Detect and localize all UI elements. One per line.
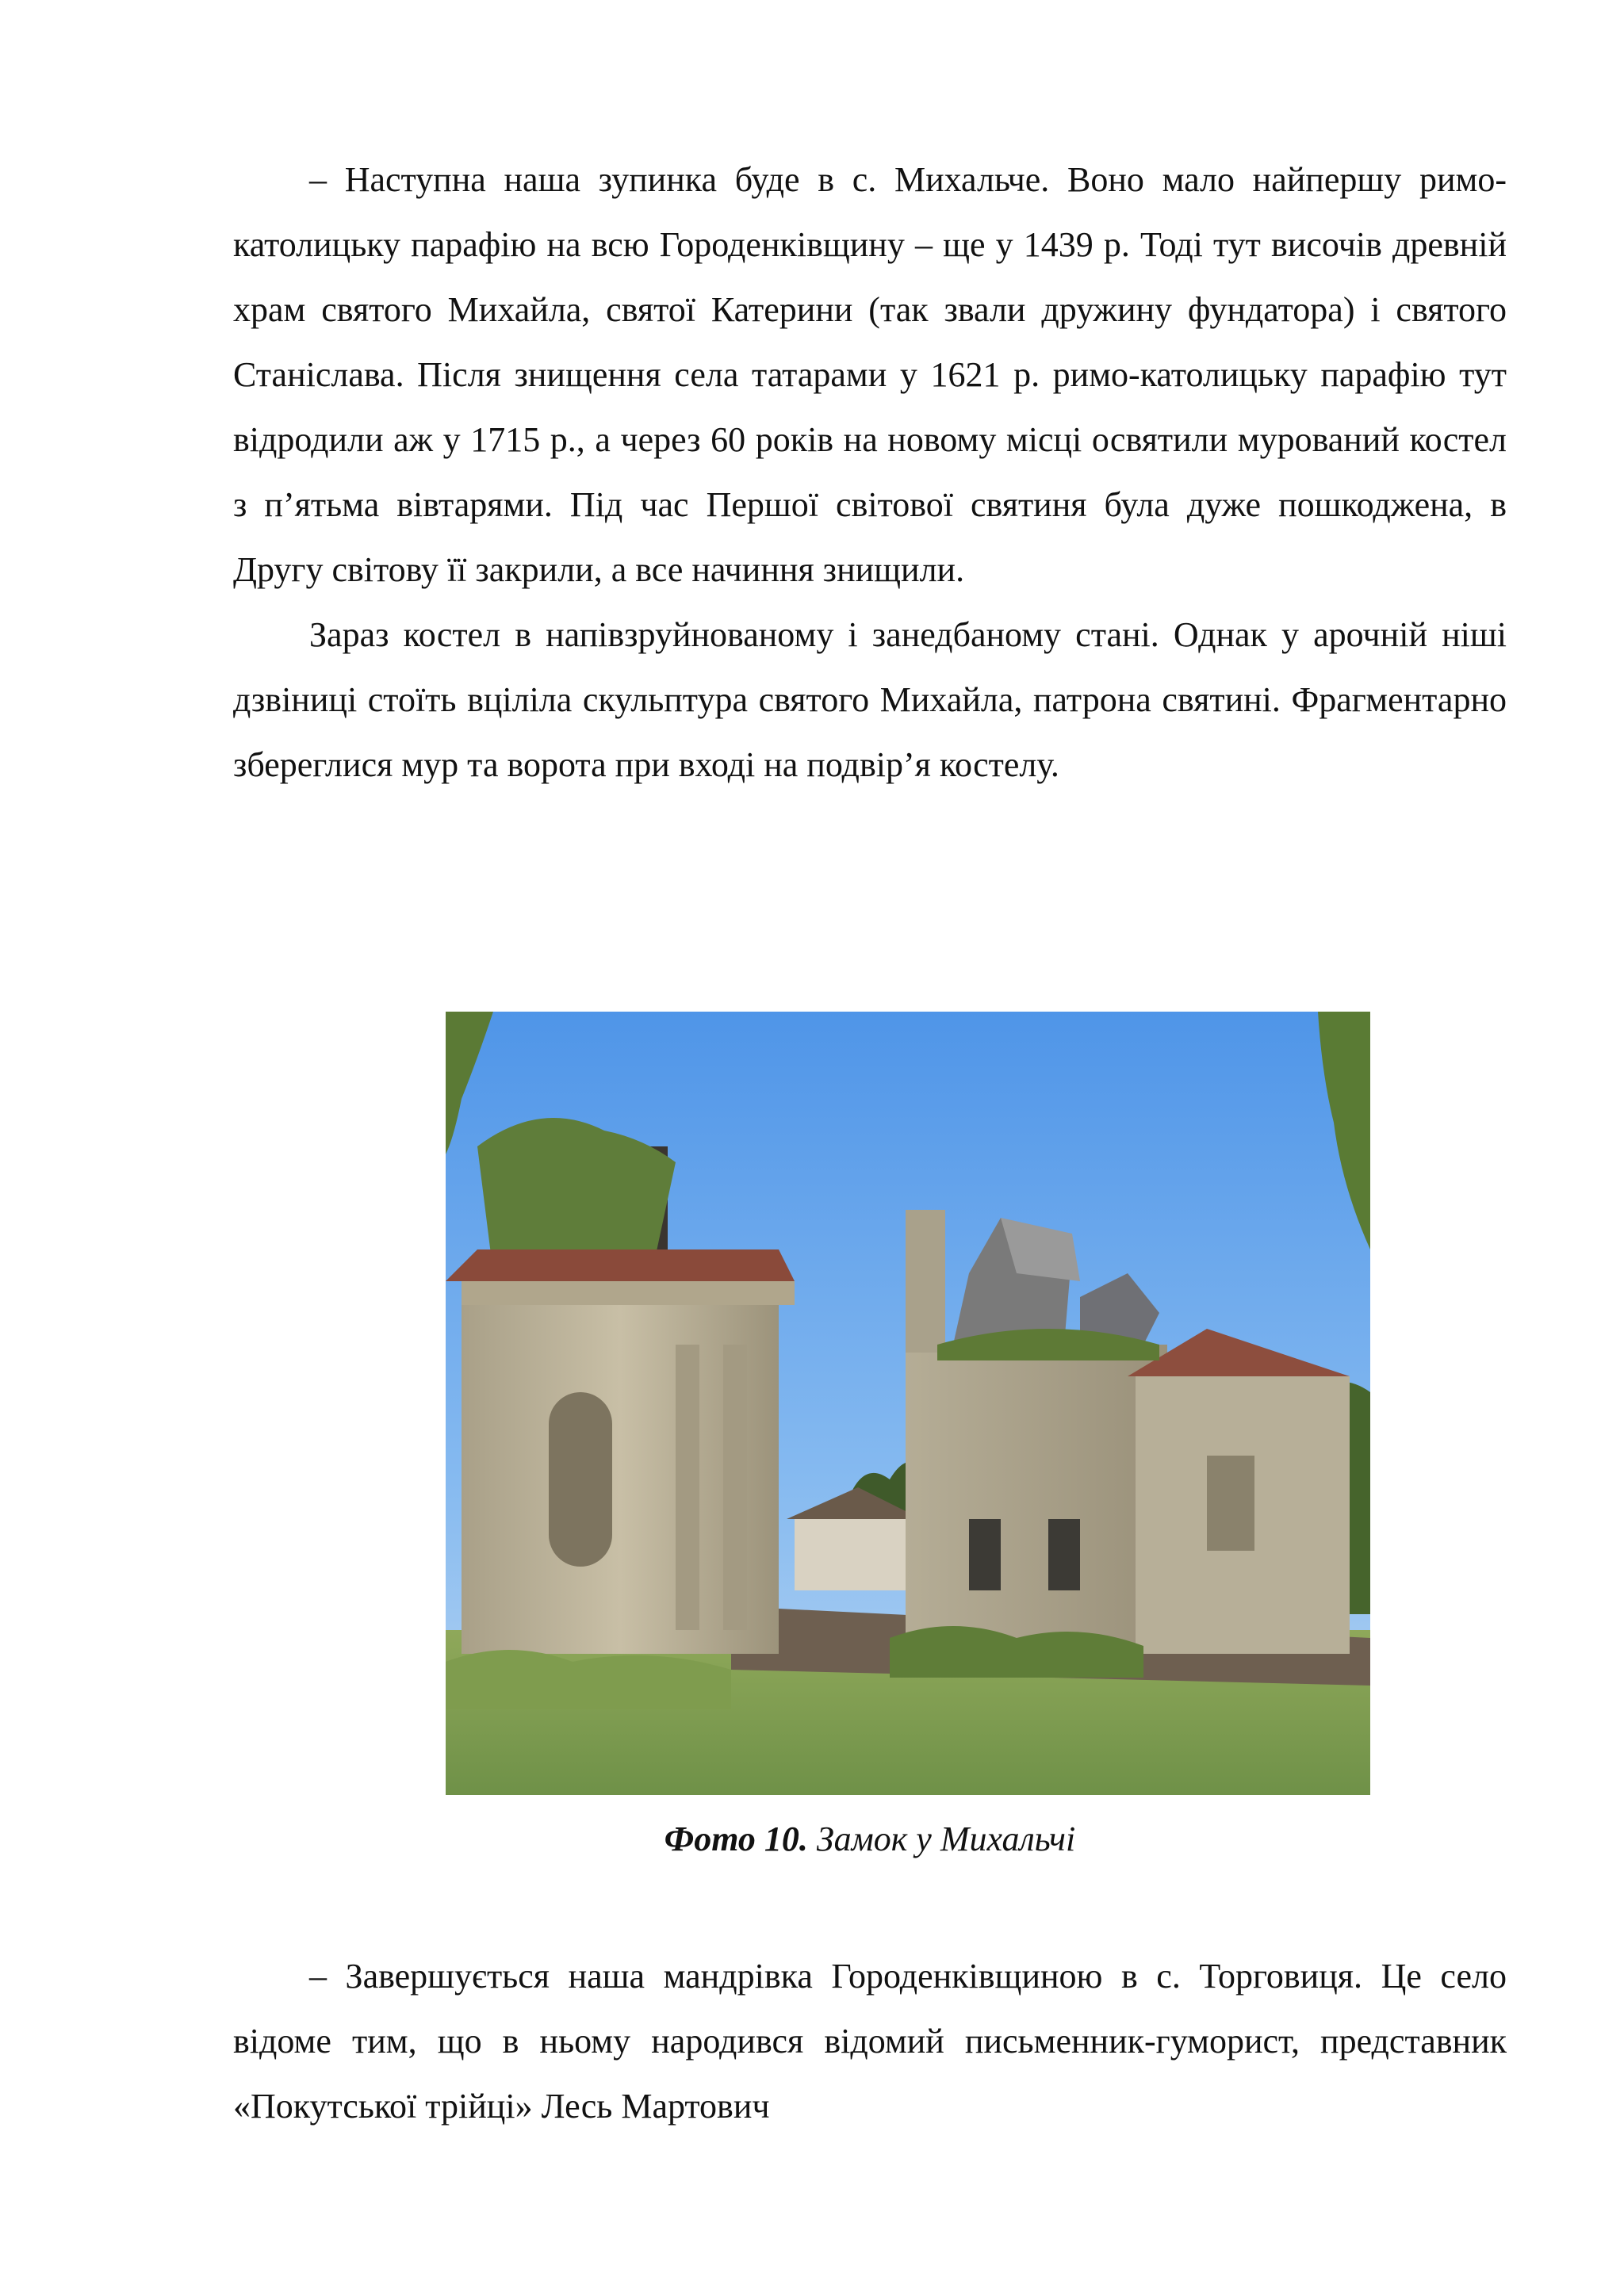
text-block-top <box>233 147 1507 798</box>
caption-label: Фото 10. <box>664 1820 808 1858</box>
text-block-bottom <box>233 1944 1507 2139</box>
paragraph: – Завершується наша мандрівка Городенківщиною в с. Торговиця. Це село відоме тим, що в ньому народився відомий письменник-гуморист, представник «Покутської трійці» Лесь Мартович <box>233 1957 1507 2126</box>
paragraph: – Наступна наша зупинка буде в с. Михальче. Воно мало найпершу римо-католицьку парафію на всю Городенківщину – ще у 1439 р. Тоді тут височів древній храм святого Михайла, святої Катерини (так звали дружину фундатора) і святого Станіслава. Після знищення села татарами у 1621 р. римо-католицьку парафію тут відродили аж у 1715 р., а через 60 років на новому місці освятили мурований костел з п’ятьма вівтарями. Під час Першої світової святиня була дуже пошкоджена, в Другу світову її закрили, а все начиння знищили. <box>233 160 1507 589</box>
caption-text: Замок у Михальчі <box>807 1820 1076 1858</box>
paragraph: Зараз костел в напівзруйнованому і занедбаному стані. Однак у арочній ніші дзвіниці стоїть вціліла скульптура святого Михайла, патрона святині. Фрагментарно збереглися мур та ворота при вході на подвір’я костелу. <box>233 615 1507 784</box>
church-ruins-photo <box>446 1012 1370 1795</box>
photo-caption <box>233 1816 1507 1863</box>
